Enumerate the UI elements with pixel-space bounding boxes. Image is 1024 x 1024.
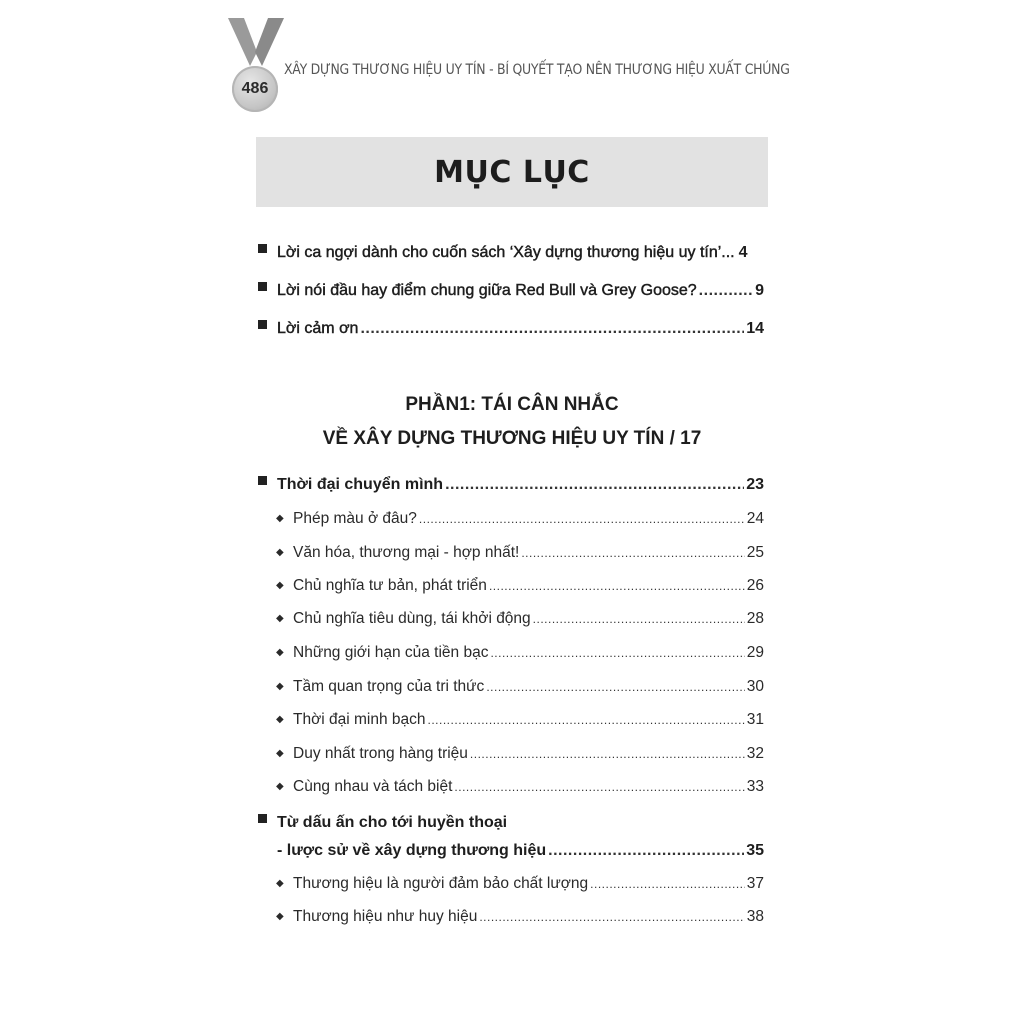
- dot-leader: [428, 713, 745, 729]
- toc-section-2[interactable]: [277, 838, 764, 860]
- toc-section-2-title-line1-row[interactable]: [258, 814, 507, 832]
- running-header: [228, 18, 790, 98]
- toc-subentry-text: Những giới hạn của tiền bạc: [293, 644, 489, 661]
- dot-leader: [479, 910, 744, 926]
- toc-subentry-page: 33: [746, 778, 764, 795]
- toc-subentry-page: 32: [746, 745, 764, 762]
- toc-title: MỤC LỤC: [434, 154, 590, 190]
- toc-subentry-page: 29: [746, 644, 764, 661]
- toc-subentry-page: 31: [746, 711, 764, 728]
- page-number: 486: [241, 80, 269, 97]
- toc-subentry-text: Cùng nhau và tách biệt: [293, 778, 453, 795]
- diamond-bullet-icon: ◆: [276, 911, 284, 922]
- toc-subentry-page: 24: [746, 510, 764, 527]
- toc-subentry-page: 30: [746, 678, 764, 695]
- running-title: XÂY DỰNG THƯƠNG HIỆU UY TÍN - BÍ QUYẾT TẠO NÊN THƯƠNG HIỆU XUẤT CHÚNG: [284, 62, 790, 78]
- toc-section-page: 23: [746, 476, 764, 493]
- toc-subentry-page: 28: [746, 610, 764, 627]
- toc-subentry[interactable]: [276, 606, 764, 628]
- square-bullet-icon: [258, 814, 267, 823]
- page-number-badge: [232, 66, 278, 112]
- toc-section-1[interactable]: [258, 472, 764, 494]
- toc-subentry-text: Chủ nghĩa tiêu dùng, tái khởi động: [293, 610, 531, 627]
- toc-subentry-text: Văn hóa, thương mại - hợp nhất!: [293, 544, 520, 561]
- dot-leader: [533, 612, 745, 628]
- diamond-bullet-icon: ◆: [276, 647, 284, 658]
- toc-entry-foreword[interactable]: [258, 278, 764, 300]
- dot-leader: [360, 320, 744, 338]
- toc-subentry-text: Thương hiệu là người đảm bảo chất lượng: [293, 875, 589, 892]
- toc-subentry[interactable]: [276, 741, 764, 763]
- dot-leader: [548, 842, 744, 860]
- dot-leader: [445, 476, 744, 494]
- part1-heading-line1: PHẦN1: TÁI CÂN NHẮC: [405, 394, 619, 415]
- part1-heading-line2: VỀ XÂY DỰNG THƯƠNG HIỆU UY TÍN / 17: [322, 428, 702, 449]
- toc-subentry[interactable]: [276, 506, 764, 528]
- toc-subentry-page: 37: [746, 875, 764, 892]
- toc-subentry-text: Duy nhất trong hàng triệu: [293, 745, 468, 762]
- toc-section-page: 35: [746, 842, 764, 859]
- toc-section-title: Từ dấu ấn cho tới huyền thoại: [277, 814, 508, 831]
- dot-leader: [419, 512, 745, 528]
- toc-subentry-text: Thương hiệu như huy hiệu: [293, 908, 478, 925]
- toc-section-title: Thời đại chuyển mình: [277, 476, 444, 493]
- toc-entry-text: Lời ca ngợi dành cho cuốn sách ‘Xây dựng thương hiệu uy tín’...: [277, 244, 735, 261]
- diamond-bullet-icon: ◆: [276, 748, 284, 759]
- toc-subentry[interactable]: [276, 871, 764, 893]
- toc-subentry-text: Chủ nghĩa tư bản, phát triển: [293, 577, 487, 594]
- toc-title-band: [256, 137, 768, 207]
- toc-subentry-text: Phép màu ở đâu?: [293, 510, 417, 527]
- toc-entry-acknowledgements[interactable]: [258, 316, 764, 338]
- square-bullet-icon: [258, 476, 267, 485]
- diamond-bullet-icon: ◆: [276, 580, 284, 591]
- dot-leader: [470, 747, 745, 763]
- diamond-bullet-icon: ◆: [276, 681, 284, 692]
- toc-subentry-page: 38: [746, 908, 764, 925]
- dot-leader: [490, 646, 744, 662]
- toc-entry-praise[interactable]: [258, 240, 764, 262]
- toc-subentry[interactable]: [276, 904, 764, 926]
- toc-entry-page: 4: [738, 244, 748, 261]
- toc-subentry[interactable]: [276, 674, 764, 696]
- toc-subentry-page: 26: [746, 577, 764, 594]
- toc-subentry-text: Thời đại minh bạch: [293, 711, 426, 728]
- diamond-bullet-icon: ◆: [276, 547, 284, 558]
- toc-subentry[interactable]: [276, 707, 764, 729]
- diamond-bullet-icon: ◆: [276, 878, 284, 889]
- diamond-bullet-icon: ◆: [276, 781, 284, 792]
- toc-subentry[interactable]: [276, 573, 764, 595]
- square-bullet-icon: [258, 282, 267, 291]
- dot-leader: [590, 877, 745, 893]
- toc-subentry-page: 25: [746, 544, 764, 561]
- dot-leader: [521, 546, 744, 562]
- toc-subentry[interactable]: [276, 774, 764, 796]
- diamond-bullet-icon: ◆: [276, 513, 284, 524]
- dot-leader: [454, 780, 744, 796]
- toc-entry-text: Lời nói đầu hay điểm chung giữa Red Bull và Grey Goose?: [277, 282, 697, 299]
- diamond-bullet-icon: ◆: [276, 613, 284, 624]
- square-bullet-icon: [258, 244, 267, 253]
- toc-section-title-cont: - lược sử về xây dựng thương hiệu: [277, 842, 547, 859]
- dot-leader: [489, 579, 745, 595]
- toc-subentry[interactable]: [276, 640, 764, 662]
- toc-entry-page: 14: [746, 320, 764, 337]
- toc-subentry-text: Tầm quan trọng của tri thức: [293, 678, 485, 695]
- toc-entry-page: 9: [755, 282, 764, 299]
- dot-leader: [486, 680, 744, 696]
- toc-subentry[interactable]: [276, 540, 764, 562]
- diamond-bullet-icon: ◆: [276, 714, 284, 725]
- dot-leader: [699, 282, 753, 300]
- square-bullet-icon: [258, 320, 267, 329]
- toc-entry-text: Lời cảm ơn: [277, 320, 359, 337]
